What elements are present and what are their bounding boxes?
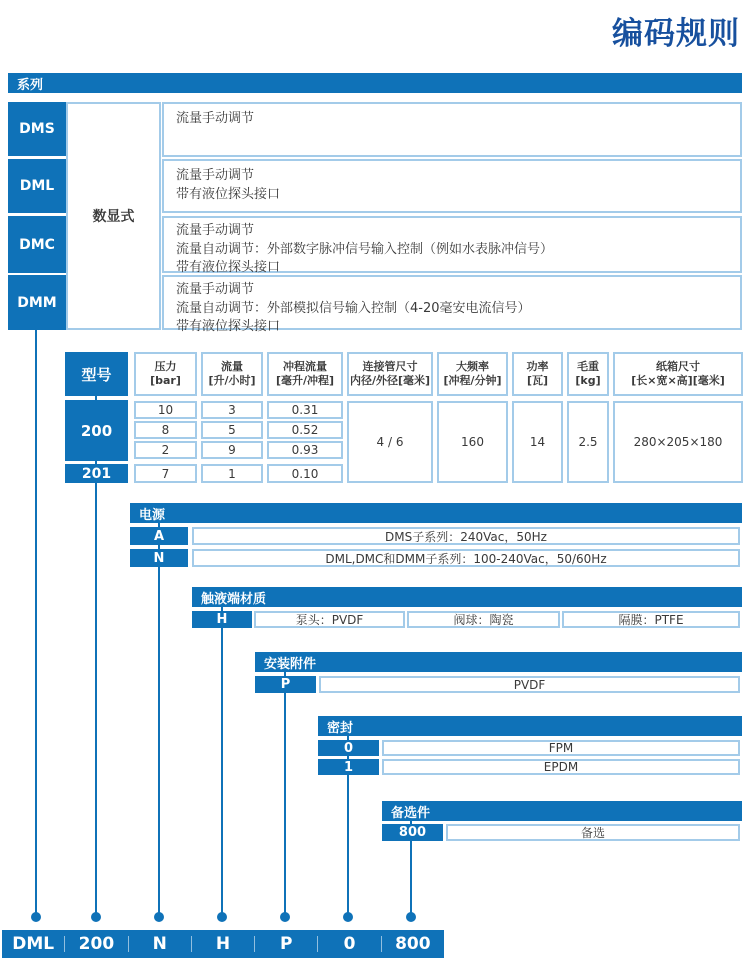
series-code-dml: DML — [8, 159, 66, 213]
wetted-material-diaphragm: 隔膜：PTFE — [562, 611, 740, 628]
desc-line: 流量自动调节：外部数字脉冲信号输入控制（例如水表脉冲信号） — [176, 241, 554, 257]
col-header-power — [512, 352, 563, 396]
merged-cell-max-frequency: 160 — [437, 401, 508, 483]
code-segment-material: H — [215, 934, 231, 954]
code-segment-series: DML — [12, 934, 55, 954]
page-title: 编码规则 — [612, 16, 740, 52]
connector-line-power — [158, 523, 160, 916]
merged-cell-tube-size: 4 / 6 — [347, 401, 433, 483]
table-cell: 7 — [134, 464, 197, 483]
seal-value-fpm: FPM — [382, 740, 740, 756]
col-header-pressure — [134, 352, 197, 396]
col-title: 连接管尺寸 — [362, 360, 418, 373]
mounting-value: PVDF — [319, 676, 740, 693]
series-desc-dms — [162, 102, 742, 157]
col-title: 压力 — [154, 360, 177, 373]
connector-line-mounting — [284, 672, 286, 916]
seal-code-0: 0 — [318, 740, 379, 756]
wetted-material-code-h: H — [192, 611, 252, 628]
code-segment-model: 200 — [78, 934, 115, 954]
series-code-dmc: DMC — [8, 216, 66, 273]
table-cell: 8 — [134, 421, 197, 439]
col-unit: [bar] — [150, 374, 181, 387]
seal-code-1: 1 — [318, 759, 379, 775]
table-cell: 2 — [134, 441, 197, 459]
col-title: 毛重 — [577, 360, 599, 373]
col-header-flow — [201, 352, 263, 396]
col-unit: [毫升/冲程] — [275, 374, 335, 387]
col-title: 功率 — [526, 360, 549, 373]
table-cell: 0.52 — [267, 421, 343, 439]
series-code-dms: DMS — [8, 102, 66, 156]
example-code-bar — [2, 930, 444, 958]
code-segment-mounting: P — [280, 934, 293, 954]
connector-dot — [31, 912, 41, 922]
desc-line: 带有液位探头接口 — [176, 319, 281, 334]
connector-dot — [343, 912, 353, 922]
spec-table-model-header: 型号 — [65, 352, 128, 396]
desc-line: 流量自动调节：外部模拟信号输入控制（4-20毫安电流信号） — [176, 300, 531, 316]
connector-dot — [154, 912, 164, 922]
desc-line: 流量手动调节 — [176, 168, 255, 183]
series-desc-dmc — [162, 216, 742, 273]
table-cell: 0.31 — [267, 401, 343, 419]
col-header-max-frequency — [437, 352, 508, 396]
connector-dot — [280, 912, 290, 922]
mounting-section-header: 安装附件 — [255, 652, 742, 672]
power-code-n: N — [130, 549, 188, 567]
merged-cell-weight: 2.5 — [567, 401, 609, 483]
table-cell: 1 — [201, 464, 263, 483]
connector-line-series — [35, 330, 37, 916]
series-desc-dmm — [162, 275, 742, 334]
desc-line: 流量手动调节 — [176, 111, 255, 126]
model-code-201: 201 — [65, 464, 128, 483]
merged-cell-power: 14 — [512, 401, 563, 483]
connector-dot — [406, 912, 416, 922]
col-header-stroke-volume — [267, 352, 343, 396]
col-title: 冲程流量 — [283, 360, 327, 373]
wetted-material-valve-ball: 阀球：陶瓷 — [407, 611, 560, 628]
desc-line: 流量手动调节 — [176, 223, 255, 238]
col-unit: [冲程/分钟] — [443, 374, 502, 387]
col-unit: [升/小时] — [208, 374, 256, 387]
power-value-n: DML,DMC和DMM子系列：100-240Vac，50/60Hz — [192, 549, 740, 567]
connector-dot — [91, 912, 101, 922]
code-segment-options: 800 — [395, 934, 431, 954]
col-unit: [kg] — [575, 374, 601, 387]
connector-line-material — [221, 607, 223, 916]
col-unit: [长×宽×高][毫米] — [631, 374, 725, 387]
table-cell: 5 — [201, 421, 263, 439]
code-segment-seal: 0 — [343, 934, 356, 954]
col-title: 大频率 — [456, 360, 489, 373]
power-section-header: 电源 — [130, 503, 742, 523]
table-cell: 9 — [201, 441, 263, 459]
options-value: 备选 — [446, 824, 740, 841]
col-unit: [瓦] — [526, 374, 549, 387]
table-cell: 0.10 — [267, 464, 343, 483]
wetted-material-section-header: 触液端材质 — [192, 587, 742, 607]
col-title: 流量 — [221, 360, 243, 373]
desc-line: 流量手动调节 — [176, 282, 255, 297]
col-unit: 内径/外径[毫米] — [349, 374, 431, 387]
merged-cell-carton-size: 280×205×180 — [613, 401, 743, 483]
wetted-material-pump-head: 泵头：PVDF — [254, 611, 405, 628]
series-type-label: 数显式 — [66, 102, 161, 330]
seal-value-epdm: EPDM — [382, 759, 740, 775]
col-header-weight — [567, 352, 609, 396]
power-value-a: DMS子系列：240Vac，50Hz — [192, 527, 740, 545]
col-header-carton-size — [613, 352, 743, 396]
desc-line: 带有液位探头接口 — [176, 260, 281, 275]
connector-dot — [217, 912, 227, 922]
table-cell: 0.93 — [267, 441, 343, 459]
desc-line: 带有液位探头接口 — [176, 186, 281, 202]
mounting-code-p: P — [255, 676, 316, 693]
table-cell: 10 — [134, 401, 197, 419]
col-title: 纸箱尺寸 — [656, 360, 700, 373]
options-code-800: 800 — [382, 824, 443, 841]
table-cell: 3 — [201, 401, 263, 419]
col-header-tube-size — [347, 352, 433, 396]
code-segment-power: N — [152, 934, 167, 954]
power-code-a: A — [130, 527, 188, 545]
series-desc-dml — [162, 159, 742, 213]
options-section-header: 备选件 — [382, 801, 742, 821]
model-code-200: 200 — [65, 400, 128, 461]
series-section-header: 系列 — [8, 73, 742, 93]
seal-section-header: 密封 — [318, 716, 742, 736]
series-code-dmm: DMM — [8, 275, 66, 330]
